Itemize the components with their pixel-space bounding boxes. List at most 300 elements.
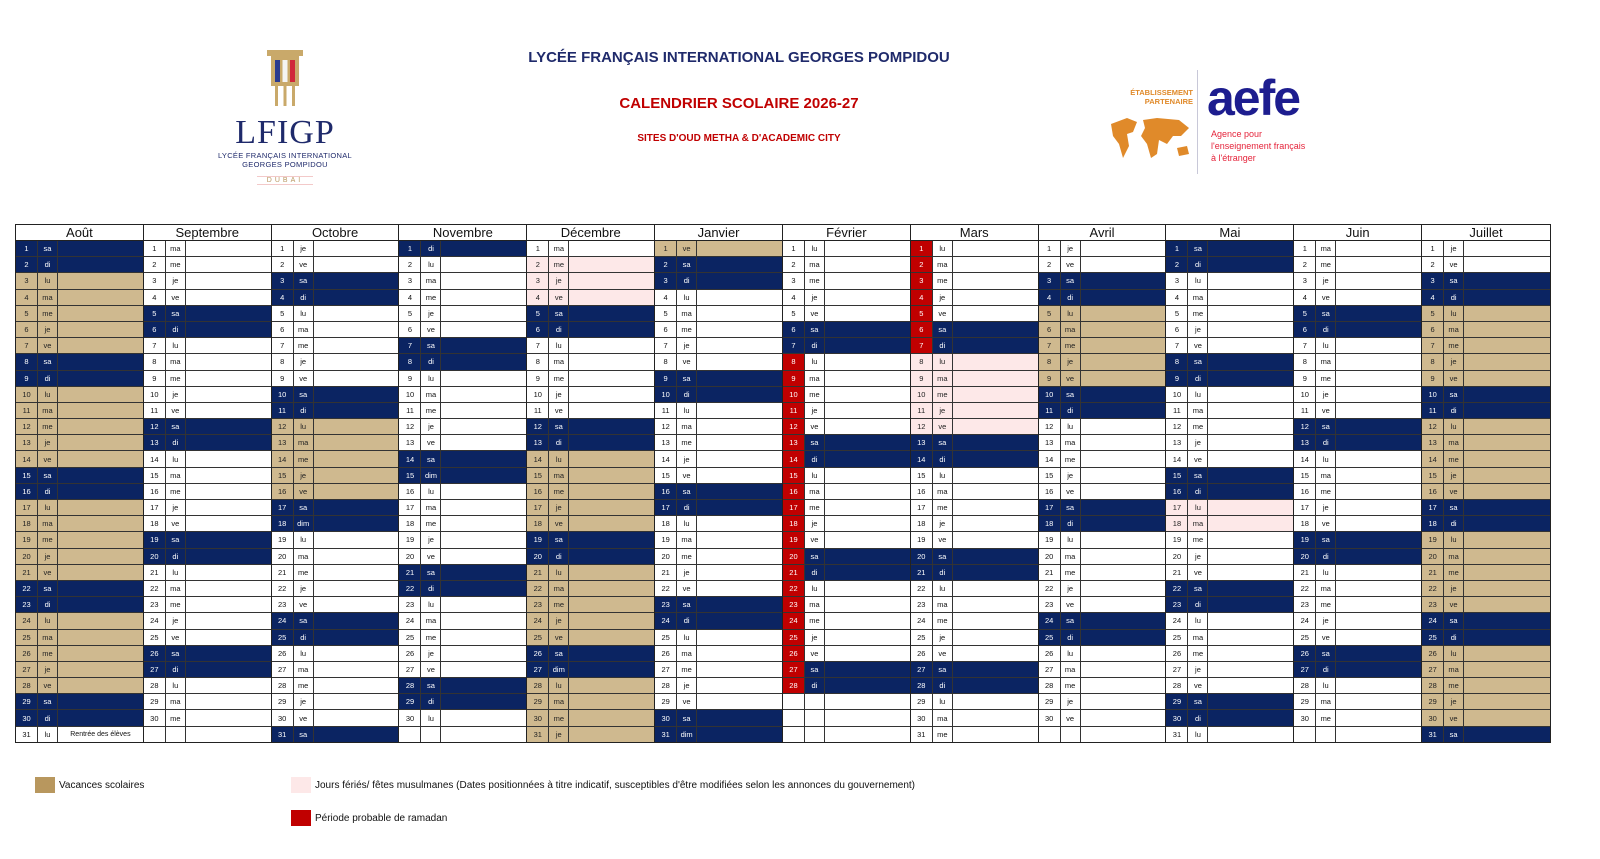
day-note bbox=[825, 403, 910, 418]
day-row bbox=[911, 306, 1038, 322]
weekday-label: je bbox=[1061, 468, 1081, 483]
day-number: 15 bbox=[911, 468, 933, 483]
day-number: 28 bbox=[16, 678, 38, 693]
day-number: 1 bbox=[1294, 241, 1316, 256]
day-note bbox=[953, 662, 1038, 677]
lfigp-logo: LFIGP LYCÉE FRANÇAIS INTERNATIONAL GEORGES POMPIDOU DUBAI bbox=[205, 50, 365, 180]
day-note bbox=[1464, 516, 1550, 531]
weekday-label: ma bbox=[38, 630, 58, 645]
aefe-logo: ÉTABLISSEMENT PARTENAIRE aefe Agence pour l'enseignement français à l'étranger bbox=[1105, 68, 1335, 178]
day-number: 17 bbox=[655, 500, 677, 515]
weekday-label: ma bbox=[166, 354, 186, 369]
weekday-label: sa bbox=[38, 354, 58, 369]
day-note bbox=[1464, 290, 1550, 305]
day-number: 17 bbox=[783, 500, 805, 515]
day-number: 1 bbox=[1422, 241, 1444, 256]
day-number: 5 bbox=[911, 306, 933, 321]
day-number: 15 bbox=[655, 468, 677, 483]
day-number: 27 bbox=[1166, 662, 1188, 677]
day-row bbox=[911, 273, 1038, 289]
day-number: 26 bbox=[655, 646, 677, 661]
day-number: 23 bbox=[783, 597, 805, 612]
day-note bbox=[1464, 419, 1550, 434]
day-row bbox=[272, 468, 399, 484]
day-number: 1 bbox=[655, 241, 677, 256]
day-row bbox=[1166, 354, 1293, 370]
day-number: 2 bbox=[399, 257, 421, 272]
month-header: Août bbox=[16, 225, 143, 241]
day-number: 6 bbox=[399, 322, 421, 337]
day-row bbox=[527, 241, 654, 257]
day-note bbox=[1081, 322, 1166, 337]
day-note bbox=[1081, 387, 1166, 402]
day-note bbox=[953, 516, 1038, 531]
day-number: 21 bbox=[527, 565, 549, 580]
day-number: 22 bbox=[911, 581, 933, 596]
day-row bbox=[144, 484, 271, 500]
day-row bbox=[655, 273, 782, 289]
day-number: 29 bbox=[1422, 694, 1444, 709]
day-row bbox=[399, 419, 526, 435]
weekday-label: di bbox=[1188, 257, 1208, 272]
day-row bbox=[144, 581, 271, 597]
day-row bbox=[911, 354, 1038, 370]
weekday-label: sa bbox=[677, 257, 697, 272]
day-note bbox=[825, 419, 910, 434]
day-row bbox=[399, 678, 526, 694]
day-row bbox=[783, 532, 910, 548]
weekday-label: me bbox=[294, 338, 314, 353]
day-row bbox=[16, 257, 143, 273]
day-note bbox=[1464, 662, 1550, 677]
weekday-label: me bbox=[294, 451, 314, 466]
weekday-label: sa bbox=[1316, 646, 1336, 661]
weekday-label: di bbox=[38, 484, 58, 499]
weekday-label: lu bbox=[805, 241, 825, 256]
day-number: 16 bbox=[911, 484, 933, 499]
weekday-label: je bbox=[38, 435, 58, 450]
day-number: 28 bbox=[1166, 678, 1188, 693]
day-note bbox=[697, 273, 782, 288]
day-note bbox=[58, 581, 143, 596]
day-note bbox=[1336, 646, 1421, 661]
day-row bbox=[1294, 354, 1421, 370]
weekday-label: ve bbox=[1188, 338, 1208, 353]
day-row bbox=[1166, 371, 1293, 387]
weekday-label: di bbox=[166, 662, 186, 677]
day-note bbox=[441, 403, 526, 418]
day-number: 23 bbox=[1039, 597, 1061, 612]
day-row bbox=[783, 694, 910, 710]
day-number: 29 bbox=[1039, 694, 1061, 709]
day-note bbox=[1336, 290, 1421, 305]
day-note bbox=[953, 451, 1038, 466]
weekday-label: ma bbox=[38, 290, 58, 305]
day-number: 27 bbox=[1422, 662, 1444, 677]
day-number: 13 bbox=[272, 435, 294, 450]
day-number: 5 bbox=[1422, 306, 1444, 321]
day-note bbox=[825, 694, 910, 709]
day-row bbox=[527, 322, 654, 338]
day-note bbox=[569, 662, 654, 677]
day-number: 10 bbox=[1166, 387, 1188, 402]
day-number: 28 bbox=[1422, 678, 1444, 693]
day-note bbox=[186, 581, 271, 596]
day-row bbox=[655, 468, 782, 484]
day-row bbox=[16, 435, 143, 451]
day-note bbox=[953, 419, 1038, 434]
day-note bbox=[953, 468, 1038, 483]
day-number: 4 bbox=[1294, 290, 1316, 305]
weekday-label: lu bbox=[805, 581, 825, 596]
weekday-label: me bbox=[1444, 565, 1464, 580]
weekday-label: lu bbox=[1188, 273, 1208, 288]
day-row bbox=[272, 500, 399, 516]
day-row bbox=[783, 662, 910, 678]
day-number: 18 bbox=[1294, 516, 1316, 531]
day-note bbox=[1208, 662, 1293, 677]
day-row bbox=[1039, 646, 1166, 662]
day-number: 21 bbox=[911, 565, 933, 580]
day-note bbox=[825, 306, 910, 321]
day-row bbox=[655, 387, 782, 403]
day-number: 1 bbox=[399, 241, 421, 256]
day-note bbox=[1208, 565, 1293, 580]
weekday-label: lu bbox=[166, 338, 186, 353]
day-note bbox=[58, 387, 143, 402]
day-note bbox=[1208, 549, 1293, 564]
weekday-label: lu bbox=[294, 646, 314, 661]
weekday-label: me bbox=[1188, 646, 1208, 661]
day-row bbox=[399, 565, 526, 581]
weekday-label: me bbox=[421, 290, 441, 305]
weekday-label: di bbox=[677, 613, 697, 628]
day-note bbox=[1208, 419, 1293, 434]
weekday-label: lu bbox=[1188, 387, 1208, 402]
month-header: Décembre bbox=[527, 225, 654, 241]
weekday-label: ve bbox=[1444, 710, 1464, 725]
month-header: Février bbox=[783, 225, 910, 241]
day-row bbox=[783, 613, 910, 629]
day-row bbox=[783, 435, 910, 451]
day-number: 17 bbox=[1422, 500, 1444, 515]
weekday-label: di bbox=[1444, 516, 1464, 531]
weekday-label: lu bbox=[421, 257, 441, 272]
weekday-label: je bbox=[1188, 435, 1208, 450]
day-number: 29 bbox=[144, 694, 166, 709]
day-number: 11 bbox=[655, 403, 677, 418]
day-row bbox=[655, 500, 782, 516]
day-note bbox=[186, 516, 271, 531]
day-number: 8 bbox=[783, 354, 805, 369]
weekday-label: di bbox=[38, 371, 58, 386]
weekday-label: me bbox=[1316, 257, 1336, 272]
day-note bbox=[1336, 484, 1421, 499]
day-number: 11 bbox=[1422, 403, 1444, 418]
day-row bbox=[1166, 290, 1293, 306]
weekday-label bbox=[1316, 727, 1336, 742]
weekday-label: me bbox=[38, 532, 58, 547]
weekday-label: me bbox=[294, 565, 314, 580]
weekday-label: ve bbox=[38, 451, 58, 466]
day-note bbox=[953, 306, 1038, 321]
day-row bbox=[1039, 322, 1166, 338]
day-row bbox=[1294, 468, 1421, 484]
day-number: 27 bbox=[911, 662, 933, 677]
day-row bbox=[911, 290, 1038, 306]
weekday-label: me bbox=[1188, 306, 1208, 321]
weekday-label: lu bbox=[421, 710, 441, 725]
day-number: 12 bbox=[1422, 419, 1444, 434]
weekday-label: lu bbox=[38, 273, 58, 288]
weekday-label: sa bbox=[805, 662, 825, 677]
day-note bbox=[186, 451, 271, 466]
day-number: 15 bbox=[144, 468, 166, 483]
day-row bbox=[1166, 387, 1293, 403]
weekday-label: sa bbox=[1444, 727, 1464, 742]
day-note bbox=[1336, 678, 1421, 693]
day-row bbox=[272, 484, 399, 500]
day-number: 29 bbox=[1166, 694, 1188, 709]
day-note bbox=[314, 484, 399, 499]
weekday-label: ma bbox=[549, 241, 569, 256]
weekday-label: ve bbox=[549, 403, 569, 418]
day-note bbox=[825, 338, 910, 353]
month-header: Octobre bbox=[272, 225, 399, 241]
day-note bbox=[1336, 662, 1421, 677]
weekday-label: je bbox=[1444, 241, 1464, 256]
day-row bbox=[911, 549, 1038, 565]
weekday-label: di bbox=[1188, 371, 1208, 386]
day-number: 7 bbox=[399, 338, 421, 353]
day-number: 7 bbox=[783, 338, 805, 353]
day-row bbox=[527, 646, 654, 662]
day-note bbox=[1464, 387, 1550, 402]
day-row bbox=[144, 354, 271, 370]
weekday-label: je bbox=[677, 678, 697, 693]
day-note bbox=[1081, 290, 1166, 305]
weekday-label: ma bbox=[933, 257, 953, 272]
weekday-label: lu bbox=[38, 500, 58, 515]
day-number: 13 bbox=[1166, 435, 1188, 450]
day-number: 3 bbox=[144, 273, 166, 288]
day-number: 29 bbox=[399, 694, 421, 709]
weekday-label: ma bbox=[294, 435, 314, 450]
day-row bbox=[1294, 290, 1421, 306]
day-number bbox=[783, 710, 805, 725]
day-row bbox=[527, 710, 654, 726]
day-number: 29 bbox=[911, 694, 933, 709]
weekday-label: sa bbox=[38, 694, 58, 709]
day-number: 18 bbox=[527, 516, 549, 531]
weekday-label: ve bbox=[166, 516, 186, 531]
day-note bbox=[441, 338, 526, 353]
weekday-label: sa bbox=[294, 613, 314, 628]
day-note bbox=[186, 549, 271, 564]
day-number: 31 bbox=[911, 727, 933, 742]
day-row bbox=[1166, 694, 1293, 710]
day-note bbox=[1081, 338, 1166, 353]
school-calendar-grid bbox=[15, 224, 1551, 743]
day-note bbox=[441, 387, 526, 402]
day-number: 5 bbox=[144, 306, 166, 321]
day-note bbox=[825, 290, 910, 305]
day-number: 21 bbox=[655, 565, 677, 580]
day-note bbox=[1081, 581, 1166, 596]
day-row bbox=[783, 403, 910, 419]
day-number: 20 bbox=[911, 549, 933, 564]
day-row bbox=[783, 630, 910, 646]
day-note bbox=[1081, 273, 1166, 288]
weekday-label: di bbox=[166, 435, 186, 450]
weekday-label: ma bbox=[166, 581, 186, 596]
day-row bbox=[527, 371, 654, 387]
day-row bbox=[272, 630, 399, 646]
day-row bbox=[16, 630, 143, 646]
day-row bbox=[911, 468, 1038, 484]
month-column bbox=[527, 225, 655, 742]
day-note bbox=[953, 549, 1038, 564]
day-row bbox=[16, 532, 143, 548]
day-row bbox=[527, 354, 654, 370]
day-note bbox=[1336, 387, 1421, 402]
day-number: 21 bbox=[272, 565, 294, 580]
day-note bbox=[1208, 338, 1293, 353]
day-number: 16 bbox=[272, 484, 294, 499]
day-number: 23 bbox=[16, 597, 38, 612]
day-note bbox=[58, 419, 143, 434]
day-row bbox=[1039, 354, 1166, 370]
day-row bbox=[1422, 241, 1550, 257]
day-number: 18 bbox=[272, 516, 294, 531]
weekday-label: di bbox=[38, 710, 58, 725]
day-number: 20 bbox=[1166, 549, 1188, 564]
weekday-label: ve bbox=[421, 435, 441, 450]
weekday-label: je bbox=[1316, 500, 1336, 515]
weekday-label: lu bbox=[1188, 613, 1208, 628]
day-row bbox=[1039, 387, 1166, 403]
weekday-label: ma bbox=[166, 241, 186, 256]
day-row bbox=[144, 290, 271, 306]
day-row bbox=[399, 581, 526, 597]
weekday-label: sa bbox=[805, 549, 825, 564]
day-row bbox=[911, 646, 1038, 662]
day-note bbox=[825, 565, 910, 580]
day-number: 10 bbox=[1294, 387, 1316, 402]
weekday-label: sa bbox=[166, 306, 186, 321]
day-note bbox=[697, 581, 782, 596]
weekday-label bbox=[805, 710, 825, 725]
day-number: 6 bbox=[1039, 322, 1061, 337]
weekday-label: ve bbox=[1316, 516, 1336, 531]
weekday-label: je bbox=[933, 290, 953, 305]
day-number: 5 bbox=[399, 306, 421, 321]
weekday-label: dim bbox=[677, 727, 697, 742]
day-note bbox=[825, 549, 910, 564]
weekday-label: lu bbox=[677, 516, 697, 531]
day-number: 26 bbox=[1294, 646, 1316, 661]
day-note bbox=[1081, 306, 1166, 321]
weekday-label: lu bbox=[933, 354, 953, 369]
weekday-label: me bbox=[421, 630, 441, 645]
weekday-label: me bbox=[1061, 338, 1081, 353]
day-note bbox=[1336, 500, 1421, 515]
day-row bbox=[783, 581, 910, 597]
day-note bbox=[953, 338, 1038, 353]
day-note bbox=[569, 532, 654, 547]
day-row bbox=[1166, 532, 1293, 548]
day-number: 30 bbox=[1294, 710, 1316, 725]
weekday-label: je bbox=[549, 387, 569, 402]
day-note bbox=[953, 500, 1038, 515]
weekday-label: di bbox=[421, 354, 441, 369]
day-row bbox=[399, 710, 526, 726]
day-row bbox=[783, 371, 910, 387]
school-building-icon bbox=[263, 50, 307, 108]
weekday-label: lu bbox=[294, 419, 314, 434]
weekday-label: lu bbox=[1316, 678, 1336, 693]
day-note bbox=[441, 306, 526, 321]
weekday-label: sa bbox=[166, 419, 186, 434]
day-row bbox=[911, 322, 1038, 338]
day-row bbox=[1422, 403, 1550, 419]
day-number: 29 bbox=[1294, 694, 1316, 709]
weekday-label: je bbox=[933, 516, 953, 531]
day-number: 1 bbox=[911, 241, 933, 256]
day-number: 9 bbox=[1166, 371, 1188, 386]
weekday-label: me bbox=[1061, 678, 1081, 693]
day-number: 12 bbox=[144, 419, 166, 434]
day-number: 31 bbox=[1166, 727, 1188, 742]
day-row bbox=[1294, 678, 1421, 694]
day-number: 22 bbox=[527, 581, 549, 596]
day-number: 13 bbox=[399, 435, 421, 450]
day-row bbox=[16, 500, 143, 516]
weekday-label: je bbox=[166, 387, 186, 402]
day-row bbox=[399, 435, 526, 451]
day-row bbox=[399, 516, 526, 532]
day-note bbox=[1336, 419, 1421, 434]
day-row bbox=[655, 549, 782, 565]
weekday-label: sa bbox=[677, 484, 697, 499]
day-note bbox=[697, 419, 782, 434]
day-number: 25 bbox=[1294, 630, 1316, 645]
weekday-label: me bbox=[1444, 678, 1464, 693]
weekday-label: sa bbox=[677, 597, 697, 612]
weekday-label bbox=[421, 727, 441, 742]
day-note bbox=[953, 613, 1038, 628]
weekday-label: lu bbox=[549, 678, 569, 693]
day-note bbox=[58, 371, 143, 386]
day-note bbox=[1081, 354, 1166, 369]
weekday-label: je bbox=[166, 273, 186, 288]
day-number: 13 bbox=[911, 435, 933, 450]
day-note bbox=[314, 273, 399, 288]
day-number: 3 bbox=[1294, 273, 1316, 288]
day-note bbox=[953, 290, 1038, 305]
weekday-label: ve bbox=[1316, 290, 1336, 305]
day-row bbox=[1294, 322, 1421, 338]
day-number: 2 bbox=[527, 257, 549, 272]
day-row bbox=[911, 371, 1038, 387]
day-row bbox=[783, 419, 910, 435]
day-note bbox=[1336, 727, 1421, 742]
day-number: 28 bbox=[144, 678, 166, 693]
day-row bbox=[1294, 273, 1421, 289]
day-number: 6 bbox=[16, 322, 38, 337]
weekday-label: ma bbox=[1316, 241, 1336, 256]
weekday-label: di bbox=[421, 241, 441, 256]
